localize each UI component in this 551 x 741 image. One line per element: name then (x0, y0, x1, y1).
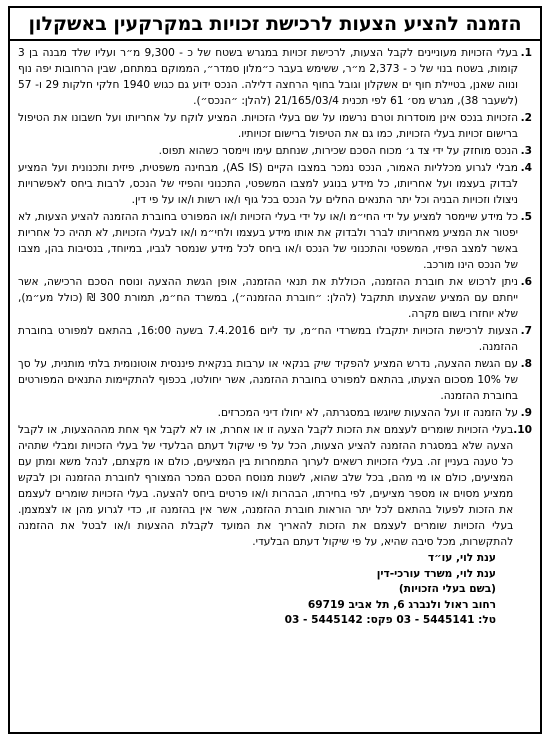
item-text: כל מידע שיימסר למציע על ידי החי״מ ו/או על ידי בעלי הזכויות ו/או המפורט בחוברת ההזמנה להציע הצעות, לא יפטור את המציע מאחריותו לברר ולבדוק את אותו מידע בעצמו ולחי״מ ו/או לבעלי הזכויות, לא תהיה כל אחריות באשר למצב הפיזי, המשפטי והתכנוני של הנכס ו/או ביחס לכל מידע שנמסר לגביו, במיוחד, בנסיבות בהן, מצבו של הנכס הינו מורכב. (18, 211, 518, 271)
item-number: 5. (520, 211, 532, 223)
signature-firm: ענת לוי, משרד עורכי-דין (376, 567, 496, 580)
signature-on-behalf: (בשם בעלי הזכויות) (398, 583, 496, 595)
item-text: הנכס מוחזק על ידי צד ג׳ מכוח הסכם שכירות, שנחתם עימו ויימסר כשהוא תפוס. (158, 145, 518, 157)
notice-item (18, 160, 532, 208)
item-number: 7. (520, 325, 532, 337)
notice-title: הזמנה להציע הצעות לרכישת זכויות במקרקעין באשקלון (10, 8, 540, 41)
signature-address: רחוב ראול ולנברג 6, תל אביב 69719 (307, 598, 496, 611)
item-text: הצעות לרכישת הזכויות יתקבלו במשרדי הח״מ, עד ליום 7.4.2016 בשעה 16:00, בהתאם למפורט בחוברת ההזמנה. (18, 325, 519, 353)
item-text: מבלי לגרוע מכלליות האמור, הנכס נמכר במצבו הקיים (AS IS), מבחינה משפטית, פיזית ותכנונית ועל המציע לבדוק בעצמו ועל אחריותו, כל מידע בנוגע למצבו המשפטי, התכנוני והפיזי של הנכס, לרבות ביחס לאפשרויות ניצולו וזכויות הבניה וכל יתר התנאים החלים על הנכס בכל גוף ו/או רשות ו/או על פי דין. (18, 162, 518, 206)
item-text: הזכויות בנכס אינן מוסדרות וטרם נרשמו על שם בעלי הזכויות. המציע לוקח על אחריותו ועל חשבונו את הטיפול ברישום זכויות בעלי הזכויות, כמו גם את הטיפול ברישום זכויותיו. (18, 112, 518, 140)
notice-item (18, 143, 532, 159)
item-number: 3. (520, 145, 532, 157)
item-number: 2. (520, 112, 532, 124)
notice-item (18, 209, 532, 273)
item-number: 6. (520, 276, 532, 288)
notice-item (18, 274, 532, 322)
item-number: 10. (513, 424, 532, 436)
notice-item (18, 405, 532, 421)
item-number: 8. (520, 358, 532, 370)
signature-contact: טל: 5445141 - 03 פקס: 5445142 - 03 (284, 614, 496, 626)
signature-block (10, 551, 540, 629)
notice-item (18, 323, 532, 355)
item-number: 1. (520, 47, 532, 59)
notice-frame (8, 6, 542, 734)
signature-name: ענת לוי, עו״ד (427, 552, 496, 564)
notice-item (18, 110, 532, 142)
item-text: ניתן לרכוש את חוברת ההזמנה, הכוללת את תנאי ההזמנה, אופן הגשת ההצעה ונוסח הסכם הרכישה, אשר ייחתם עם המציע שהצעתו תתקבל (להלן: ״חוברת ההזמנה״), במשרד הח״מ, תמורת 300 ₪ (כולל מע״מ), שלא יוחזרו בשום מקרה. (18, 276, 518, 320)
item-number: 4. (520, 162, 532, 174)
item-text: עם הגשת ההצעה, נדרש המציע להפקיד שיק בנקאי או ערבות בנקאית פיננסית אוטונומית בלתי מותנית, על סך של 10% מסכום הצעתו, בהתאם למפורט בחוברת ההזמנה, אשר יחולטו, בכפוף להתקיימות התנאים המפורטים בחוברת ההזמנה. (18, 358, 518, 402)
notice-body (10, 41, 540, 550)
notice-item (18, 45, 532, 109)
item-text: בעלי הזכויות שומרים לעצמם את הזכות לקבל הצעה זו או אחרת, או לא לקבל אף אחת מהההצעות, או לקבל הצעה שלא במסגרת ההזמנה להציע הצעות, הכל על פי שיקול דעתם הבלעדי של בעלי הזכויות ומבלי שתהיה כל טענה בעניין זה. בעלי הזכויות רשאים לערוך התמחרות בין המציעים, כולם או מקצתם, לנהל משא ומתן עם המציעים, כולם או מי מהם, בכל שלב שהוא, לשנות מנוסח הסכם המכר המצורף לחוברת ההזמנה וכן לבקש ממציע מסוים או מספר מציעים, לפי בחירתו, הבהרות ו/או פרטים ביחס להצעה. בעלי הזכויות שומרים לעצמם את הזכות לפעול בהתאם לכל יתר הוראות חוברת ההזמנה, אשר אין בהזמנה זו, כדי לגרוע מהן או לצמצמן. בעלי הזכויות שומרים לעצמם את הזכות להאריך את המועד לקבלת ההצעות ו/או לבטל את ההזמנה להתקשרות, מכל סיבה שהיא, על פי שיקול דעתם הבלעדי. (18, 424, 514, 548)
item-text: בעלי הזכויות מעוניינים לקבל הצעות, לרכישת זכויות במגרש בשטח של כ - 9,300 מ״ר ועליו שלד מבנה בן 3 קומות, בשטח בנוי של כ - 2,373 מ״ר, ששימש בעבר כ״מלון סמדר״, הממוקם במתחם, שבין הרחובות יפה נוף ונווה שאנן, בטיילת חוף ים אשקלון וגובל בחוף הרחצה דלילה. הנכס ידוע גם כגוש 1940 חלקי חלקות 29 ו- 57 (לשעבר 38), מגרש מס׳ 61 לפי תכנית 21/165/03/4 (להלן: ״הנכס״). (18, 47, 518, 107)
notice-item (18, 422, 532, 550)
notice-item (18, 356, 532, 404)
item-text: על הזמנה זו ועל ההצעות שיוגשו במסגרתה, לא יחולו דיני המכרזים. (217, 407, 518, 419)
item-number: 9. (520, 407, 532, 419)
